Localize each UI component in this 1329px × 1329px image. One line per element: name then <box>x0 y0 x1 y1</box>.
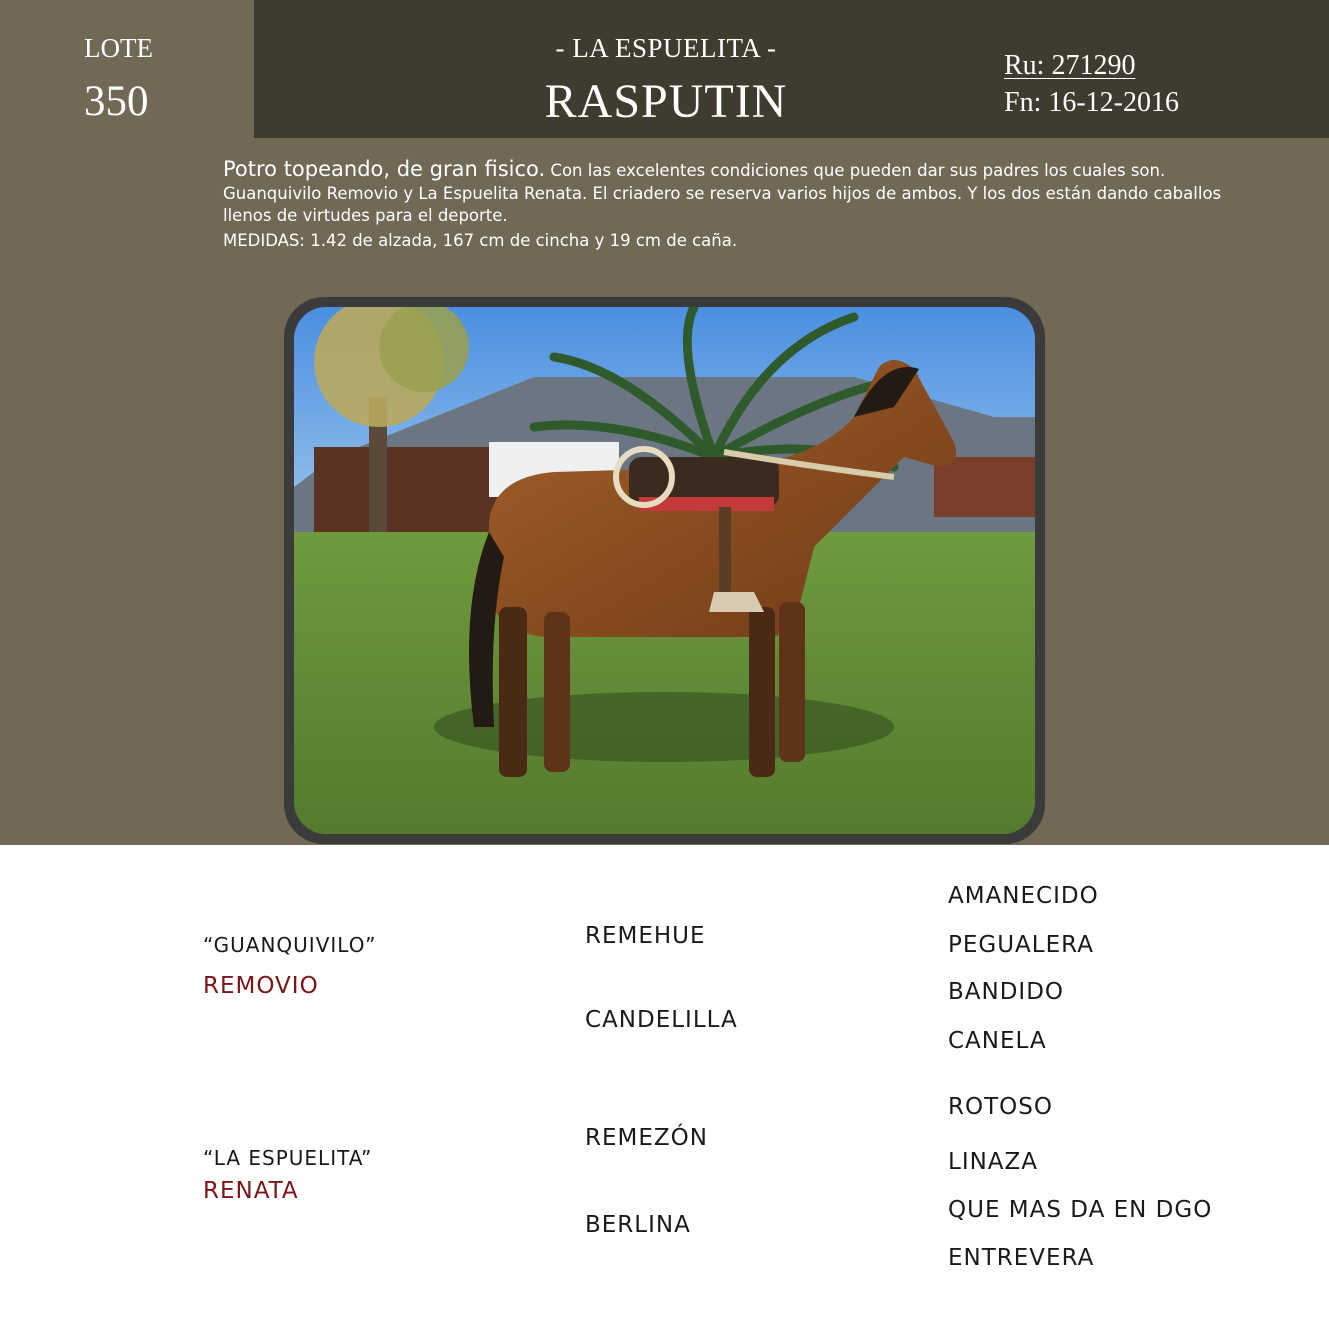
great-grandparent-5: ROTOSO <box>948 1094 1053 1120</box>
great-grandparent-3: BANDIDO <box>948 979 1065 1005</box>
great-grandparent-4: CANELA <box>948 1028 1047 1054</box>
description-lead: Potro topeando, de gran fisico. <box>223 157 546 181</box>
sire-name: REMOVIO <box>203 973 319 999</box>
registration-number: Ru: 271290 <box>1004 50 1136 81</box>
grandparent-2: CANDELILLA <box>585 1007 738 1033</box>
lot-number: 350 <box>84 78 149 125</box>
grandparent-1: REMEHUE <box>585 923 706 949</box>
horse-name: RASPUTIN <box>544 75 788 128</box>
grandparent-3: REMEZÓN <box>585 1125 708 1151</box>
description <box>223 158 1263 228</box>
lot-label: LOTE <box>84 33 153 63</box>
lot-box <box>0 0 254 138</box>
sire-breeder: “GUANQUIVILO” <box>203 933 377 957</box>
dam-name: RENATA <box>203 1178 299 1204</box>
breeder-name: - LA ESPUELITA - <box>555 33 777 63</box>
birth-date: Fn: 16-12-2016 <box>1004 87 1179 118</box>
grandparent-4: BERLINA <box>585 1212 691 1238</box>
great-grandparent-6: LINAZA <box>948 1149 1039 1175</box>
header-bar <box>254 0 1329 138</box>
great-grandparent-1: AMANECIDO <box>948 883 1099 909</box>
horse-photo-illustration <box>294 307 1035 834</box>
measurements: MEDIDAS: 1.42 de alzada, 167 cm de cincha y 19 cm de caña. <box>223 231 738 250</box>
photo-frame <box>284 297 1045 844</box>
great-grandparent-8: ENTREVERA <box>948 1245 1095 1271</box>
description-body: Con las excelentes condiciones que pueden dar sus padres los cuales son. Guanquivilo Removio y La Espuelita Renata. El criadero se reserva varios hijos de ambos. Y los dos están dando caballos llenos de virtudes para el deporte. <box>223 161 1222 225</box>
great-grandparent-2: PEGUALERA <box>948 932 1094 958</box>
horse-photo <box>294 307 1035 834</box>
great-grandparent-7: QUE MAS DA EN DGO <box>948 1197 1213 1223</box>
dam-breeder: “LA ESPUELITA” <box>203 1146 373 1170</box>
